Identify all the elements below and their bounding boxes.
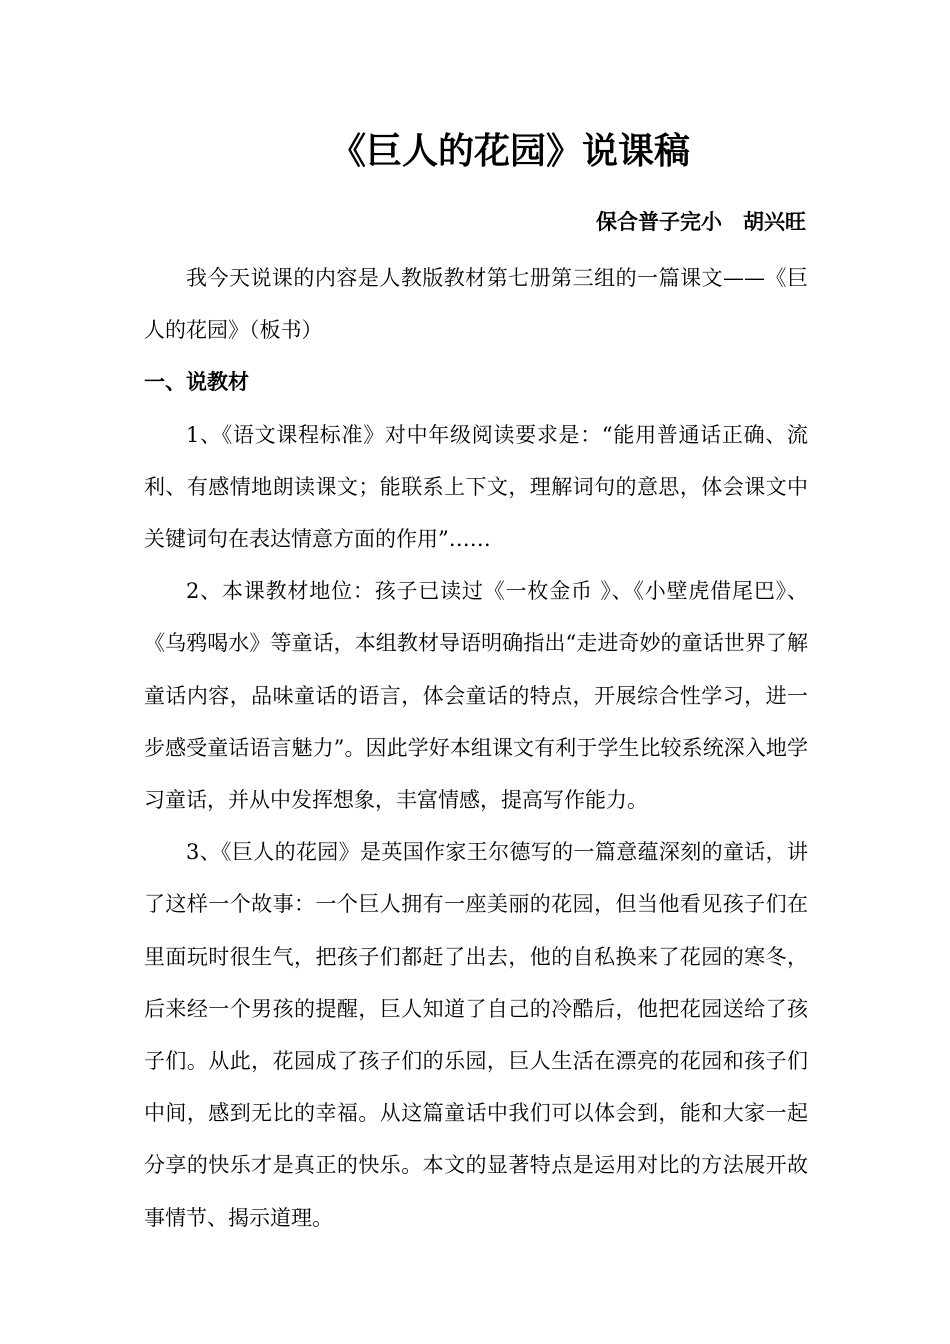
section-heading: 一、说教材 — [144, 370, 249, 395]
document-body — [144, 252, 808, 1244]
paragraph-3: 3、《巨人的花园》是英国作家王尔德写的一篇意蕴深刻的童话，讲了这样一个故事：一个巨人拥有一座美丽的花园，但当他看见孩子们在里面玩时很生气，把孩子们都赶了出去，他的自私换来了花园的寒冬，后来经一个男孩的提醒，巨人知道了自己的冷酷后，他把花园送给了孩子们。从此，花园成了孩子们的乐园，巨人生活在漂亮的花园和孩子们中间，感到无比的幸福。从这篇童话中我们可以体会到，能和大家一起分享的快乐才是真正的快乐。本文的显著特点是运用对比的方法展开故事情节、揭示道理。 — [144, 840, 808, 1230]
document-title: 《巨人的花园》说课稿 — [329, 131, 690, 172]
paragraph-2: 2、本课教材地位：孩子已读过《一枚金币 》、《小壁虎借尾巴》、《乌鸦喝水》等童话，本组教材导语明确指出“走进奇妙的童话世界了解童话内容，品味童话的语言，体会童话的特点，开展综合性学习，进一步感受童话语言魅力”。因此学好本组课文有利于学生比较系统深入地学习童话，并从中发挥想象，丰富情感，提高写作能力。 — [144, 579, 808, 813]
author-line: 保合普子完小 胡兴旺 — [596, 210, 806, 234]
paragraph-1: 1、《语文课程标准》对中年级阅读要求是：“能用普通话正确、流利、有感情地朗读课文；能联系上下文，理解词句的意思，体会课文中关键词句在表达情意方面的作用”…… — [144, 422, 808, 552]
intro-paragraph: 我今天说课的内容是人教版教材第七册第三组的一篇课文——《巨人的花园》（板书） — [144, 266, 808, 343]
